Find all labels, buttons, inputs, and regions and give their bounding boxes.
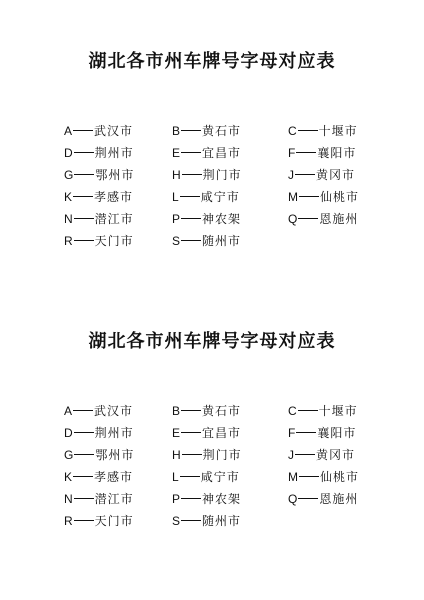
dash-separator (295, 454, 315, 455)
city-name: 黄冈市 (316, 168, 356, 182)
dash-separator (181, 152, 201, 153)
dash-separator (180, 196, 200, 197)
plate-letter: F (288, 146, 296, 160)
city-name: 武汉市 (94, 404, 134, 418)
plate-entry (172, 400, 241, 422)
plate-letter: F (288, 426, 296, 440)
dash-separator (74, 218, 94, 219)
city-name: 荆门市 (202, 168, 242, 182)
plate-letter: H (172, 448, 181, 462)
city-name: 荆州市 (94, 426, 134, 440)
plate-letter: D (64, 146, 73, 160)
plate-letter: G (64, 448, 74, 462)
plate-entry (172, 208, 241, 230)
city-name: 黄石市 (202, 124, 242, 138)
dash-separator (73, 130, 93, 131)
plate-letter: J (288, 168, 294, 182)
plate-letter: A (64, 124, 73, 138)
city-name: 咸宁市 (200, 190, 240, 204)
plate-letter: L (172, 190, 179, 204)
city-name: 孝感市 (94, 470, 134, 484)
dash-separator (74, 432, 94, 433)
table-title: 湖北各市州车牌号字母对应表 (88, 331, 336, 352)
city-name: 潜江市 (94, 212, 134, 226)
city-name: 恩施州 (319, 492, 359, 506)
dash-separator (182, 174, 202, 175)
city-name: 天门市 (94, 514, 134, 528)
plate-letter: G (64, 168, 74, 182)
city-name: 恩施州 (319, 212, 359, 226)
plate-letter: K (64, 470, 73, 484)
plate-letter: B (172, 124, 181, 138)
city-name: 鄂州市 (95, 168, 135, 182)
plate-letter: E (172, 426, 181, 440)
dash-separator (74, 498, 94, 499)
plate-entry (288, 444, 355, 466)
city-name: 潜江市 (94, 492, 134, 506)
dash-separator (182, 454, 202, 455)
dash-separator (74, 152, 94, 153)
dash-separator (181, 520, 201, 521)
dash-separator (299, 196, 319, 197)
plate-entry (288, 142, 356, 164)
plate-entry (64, 120, 133, 142)
plate-letter: N (64, 212, 73, 226)
city-name: 武汉市 (94, 124, 134, 138)
plate-letter: P (172, 492, 181, 506)
dash-separator (298, 130, 318, 131)
dash-separator (298, 410, 318, 411)
city-name: 宜昌市 (202, 426, 242, 440)
plate-letter: E (172, 146, 181, 160)
dash-separator (73, 196, 93, 197)
dash-separator (180, 476, 200, 477)
dash-separator (296, 152, 316, 153)
city-name: 十堰市 (318, 404, 358, 418)
dash-separator (181, 218, 201, 219)
city-name: 神农架 (202, 492, 242, 506)
plate-entry (288, 466, 359, 488)
city-name: 天门市 (94, 234, 134, 248)
city-name: 神农架 (202, 212, 242, 226)
plate-entry (288, 488, 358, 510)
dash-separator (298, 498, 318, 499)
city-name: 十堰市 (318, 124, 358, 138)
plate-letter: K (64, 190, 73, 204)
plate-entry (172, 186, 240, 208)
plate-entry (288, 186, 359, 208)
plate-entry (172, 510, 241, 532)
plate-letter: N (64, 492, 73, 506)
plate-entry (64, 510, 134, 532)
city-name: 宜昌市 (202, 146, 242, 160)
city-name: 咸宁市 (200, 470, 240, 484)
plate-entry (64, 466, 133, 488)
plate-entry (64, 186, 133, 208)
plate-entry (64, 208, 134, 230)
plate-entry (172, 444, 242, 466)
dash-separator (181, 410, 201, 411)
dash-separator (73, 476, 93, 477)
plate-letter: S (172, 514, 181, 528)
plate-entry (172, 120, 241, 142)
plate-entry (288, 400, 358, 422)
city-name: 荆门市 (202, 448, 242, 462)
city-name: 黄冈市 (316, 448, 356, 462)
plate-entry (172, 488, 241, 510)
dash-separator (181, 130, 201, 131)
plate-entry (64, 444, 134, 466)
city-name: 随州市 (202, 234, 242, 248)
dash-separator (74, 520, 94, 521)
dash-separator (74, 454, 94, 455)
plate-entry (64, 488, 134, 510)
plate-letter: L (172, 470, 179, 484)
table-title: 湖北各市州车牌号字母对应表 (88, 51, 336, 72)
plate-letter: B (172, 404, 181, 418)
dash-separator (295, 174, 315, 175)
plate-entry (288, 208, 358, 230)
plate-letter: H (172, 168, 181, 182)
dash-separator (296, 432, 316, 433)
dash-separator (73, 410, 93, 411)
city-name: 仙桃市 (320, 470, 360, 484)
plate-letter: D (64, 426, 73, 440)
plate-letter: C (288, 404, 297, 418)
plate-entry (64, 400, 133, 422)
plate-entry (288, 120, 358, 142)
plate-letter: A (64, 404, 73, 418)
plate-letter: M (288, 470, 298, 484)
plate-letter: R (64, 514, 73, 528)
dash-separator (181, 498, 201, 499)
city-name: 襄阳市 (317, 426, 357, 440)
plate-entry (172, 164, 242, 186)
city-name: 仙桃市 (320, 190, 360, 204)
plate-entry (172, 142, 241, 164)
plate-entry (288, 164, 355, 186)
dash-separator (181, 432, 201, 433)
city-name: 黄石市 (202, 404, 242, 418)
plate-letter: S (172, 234, 181, 248)
city-name: 鄂州市 (95, 448, 135, 462)
plate-entry (172, 466, 240, 488)
dash-separator (299, 476, 319, 477)
dash-separator (181, 240, 201, 241)
plate-entry (64, 422, 134, 444)
city-name: 随州市 (202, 514, 242, 528)
plate-entry (172, 422, 241, 444)
city-name: 孝感市 (94, 190, 134, 204)
plate-letter: Q (288, 492, 298, 506)
plate-letter: Q (288, 212, 298, 226)
plate-letter: C (288, 124, 297, 138)
dash-separator (74, 174, 94, 175)
plate-entry (172, 230, 241, 252)
city-name: 襄阳市 (317, 146, 357, 160)
plate-letter: R (64, 234, 73, 248)
plate-entry (288, 422, 356, 444)
plate-letter: M (288, 190, 298, 204)
plate-entry (64, 230, 134, 252)
dash-separator (74, 240, 94, 241)
city-name: 荆州市 (94, 146, 134, 160)
plate-letter: P (172, 212, 181, 226)
plate-letter: J (288, 448, 294, 462)
dash-separator (298, 218, 318, 219)
plate-entry (64, 142, 134, 164)
plate-entry (64, 164, 134, 186)
